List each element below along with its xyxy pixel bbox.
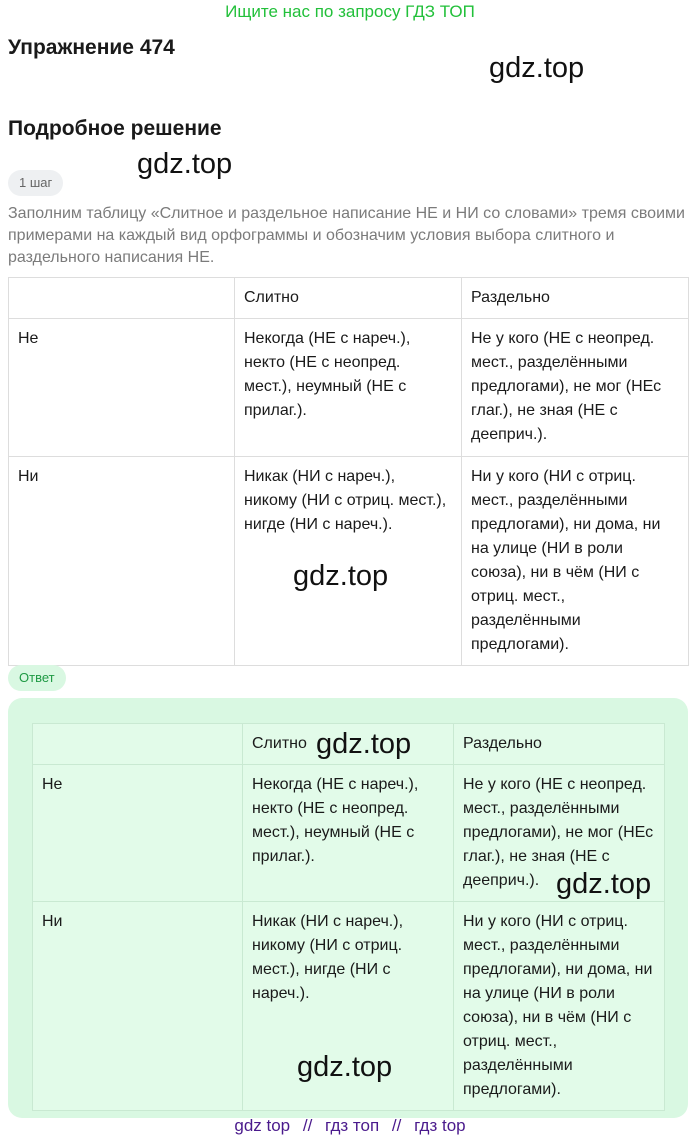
- table-cell: Ни у кого (НИ с отриц. мест., разделёнными предлогами), ни дома, ни на улице (НИ в роли союза), ни в чём (НИ с отриц. мест., разделёнными предлогами).: [462, 457, 689, 666]
- table-header-row: [9, 278, 689, 319]
- row-label-cell: Не: [9, 319, 235, 457]
- table-row: [9, 319, 689, 457]
- answer-badge: Ответ: [8, 665, 66, 691]
- top-banner: Ищите нас по запросу ГДЗ ТОП: [225, 2, 475, 21]
- header-cell: [33, 724, 243, 765]
- table-cell: Ни у кого (НИ с отриц. мест., разделёнными предлогами), ни дома, ни на улице (НИ в роли союза), ни в чём (НИ с отриц. мест., разделёнными предлогами).: [454, 902, 665, 1111]
- footer-link[interactable]: gdz top: [234, 1116, 291, 1135]
- watermark: gdz.top: [137, 148, 233, 180]
- watermark: gdz.top: [489, 52, 585, 84]
- watermark: gdz.top: [316, 728, 412, 760]
- table-cell: Некогда (НЕ с нареч.), некто (НЕ с неопред. мест.), неумный (НЕ с прилаг.).: [243, 765, 454, 902]
- intro-text: Заполним таблицу «Слитное и раздельное написание НЕ и НИ со словами» тремя своими примерами на каждый вид орфограммы и обозначим условия выбора слитного и раздельного написания НЕ.: [8, 205, 685, 266]
- table-cell: Никак (НИ с нареч.), никому (НИ с отриц. мест.), нигде (НИ с нареч.).: [235, 457, 462, 666]
- table-cell: Никак (НИ с нареч.), никому (НИ с отриц. мест.), нигде (НИ с нареч.).: [243, 902, 454, 1111]
- header-cell: [9, 278, 235, 319]
- header-cell: Раздельно: [454, 724, 665, 765]
- header-cell: Слитно: [243, 724, 454, 765]
- footer-link[interactable]: гдз top: [414, 1116, 466, 1135]
- footer-separator: //: [391, 1116, 402, 1135]
- watermark: gdz.top: [556, 868, 652, 900]
- step-badge: 1 шаг: [8, 170, 63, 196]
- table-cell: Не у кого (НЕ с неопред. мест., разделёнными предлогами), не мог (НЕс глаг.), не зная (НЕ с дееприч.).: [462, 319, 689, 457]
- watermark: gdz.top: [293, 560, 389, 592]
- footer-link[interactable]: гдз топ: [325, 1116, 380, 1135]
- table-cell: Некогда (НЕ с нареч.), некто (НЕ с неопред. мест.), неумный (НЕ с прилаг.).: [235, 319, 462, 457]
- header-cell: Слитно: [235, 278, 462, 319]
- exercise-title: Упражнение 474: [8, 36, 175, 59]
- solution-table: [8, 277, 689, 666]
- footer-separator: //: [302, 1116, 313, 1135]
- table-cell: Не у кого (НЕ с неопред. мест., разделёнными предлогами), не мог (НЕс глаг.), не зная (НЕ с дееприч.).: [454, 765, 665, 902]
- row-label-cell: Не: [33, 765, 243, 902]
- section-title: Подробное решение: [8, 117, 222, 140]
- row-label-cell: Ни: [9, 457, 235, 666]
- row-label-cell: Ни: [33, 902, 243, 1111]
- watermark: gdz.top: [297, 1051, 393, 1083]
- header-cell: Раздельно: [462, 278, 689, 319]
- footer-links: [0, 1116, 700, 1136]
